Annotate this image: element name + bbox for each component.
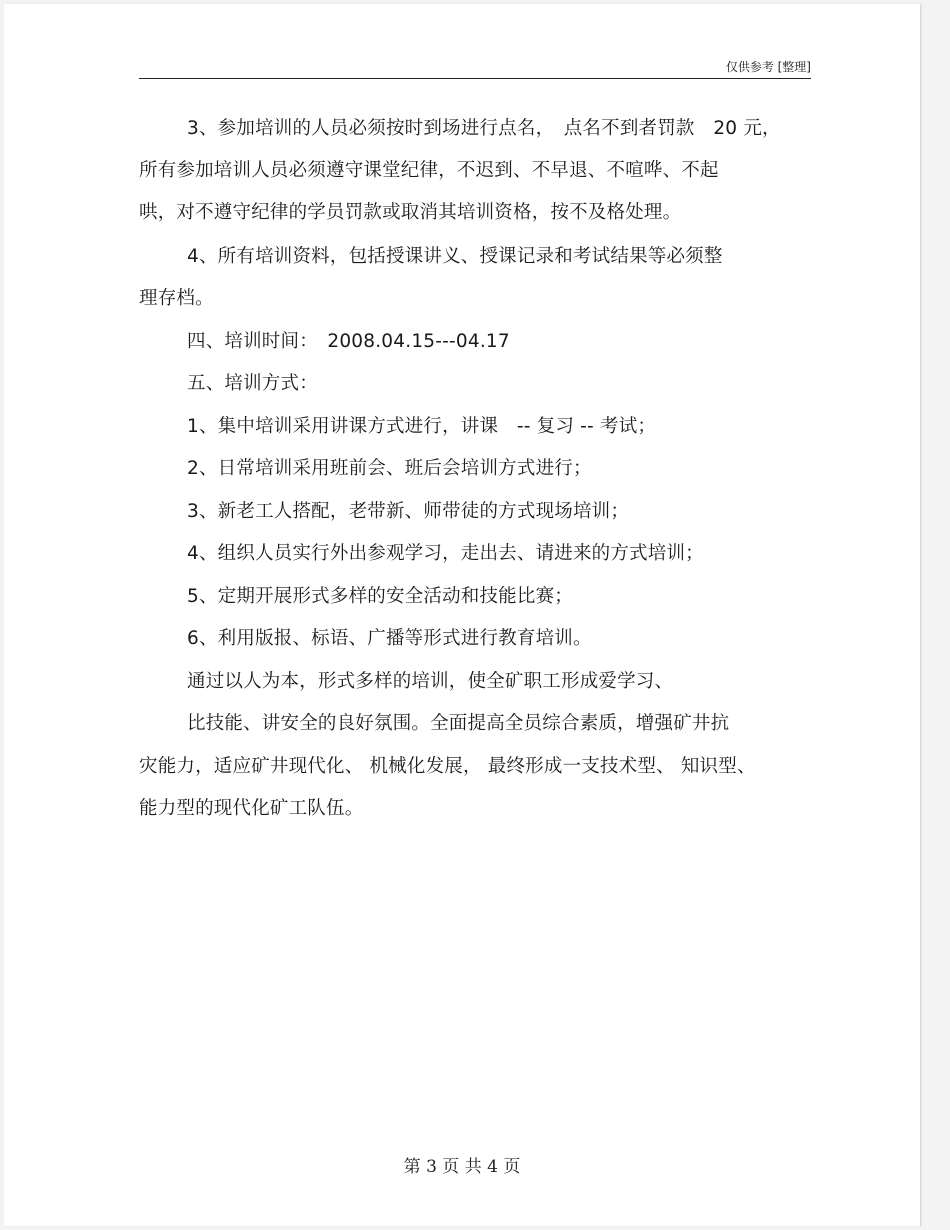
- list-item: 4、组织人员实行外出参观学习，走出去、请进来的方式培训；: [187, 543, 704, 564]
- paragraph-line: 通过以人为本，形式多样的培训，使全矿职工形成爱学习、: [187, 671, 674, 692]
- page-header: [139, 54, 811, 79]
- paragraph-line: 比技能、讲安全的良好氛围。全面提高全员综合素质，增强矿井抗: [187, 713, 730, 734]
- paragraph-line: 4、所有培训资料，包括授课讲义、授课记录和考试结果等必须整: [187, 246, 723, 267]
- paragraph-line: 能力型的现代化矿工队伍。: [139, 798, 364, 819]
- list-item: 2、日常培训采用班前会、班后会培训方式进行；: [187, 458, 592, 479]
- list-item: 3、新老工人搭配，老带新、师带徒的方式现场培训；: [187, 501, 630, 522]
- paragraph-line: 理存档。: [139, 288, 214, 309]
- document-page: [4, 4, 921, 1226]
- section-heading: 四、培训时间： 2008.04.15---04.17: [187, 331, 510, 352]
- paragraph-line: 哄，对不遵守纪律的学员罚款或取消其培训资格，按不及格处理。: [139, 202, 682, 223]
- paragraph-line: 3、参加培训的人员必须按时到场进行点名， 点名不到者罚款 20 元，: [187, 118, 781, 139]
- list-item: 5、定期开展形式多样的安全活动和技能比赛；: [187, 586, 573, 607]
- paragraph-line: 所有参加培训人员必须遵守课堂纪律，不迟到、不早退、不喧哗、不起: [139, 160, 719, 181]
- header-note: 仅供参考 [整理]: [725, 60, 811, 74]
- list-item: 6、利用版报、标语、广播等形式进行教育培训。: [187, 628, 592, 649]
- section-heading: 五、培训方式：: [187, 373, 318, 394]
- paragraph-line: 灾能力，适应矿井现代化、 机械化发展， 最终形成一支技术型、 知识型、: [139, 756, 756, 777]
- list-item: 1、集中培训采用讲课方式进行，讲课 -- 复习 -- 考试；: [187, 416, 657, 437]
- page-number: 第 3 页 共 4 页: [403, 1157, 521, 1177]
